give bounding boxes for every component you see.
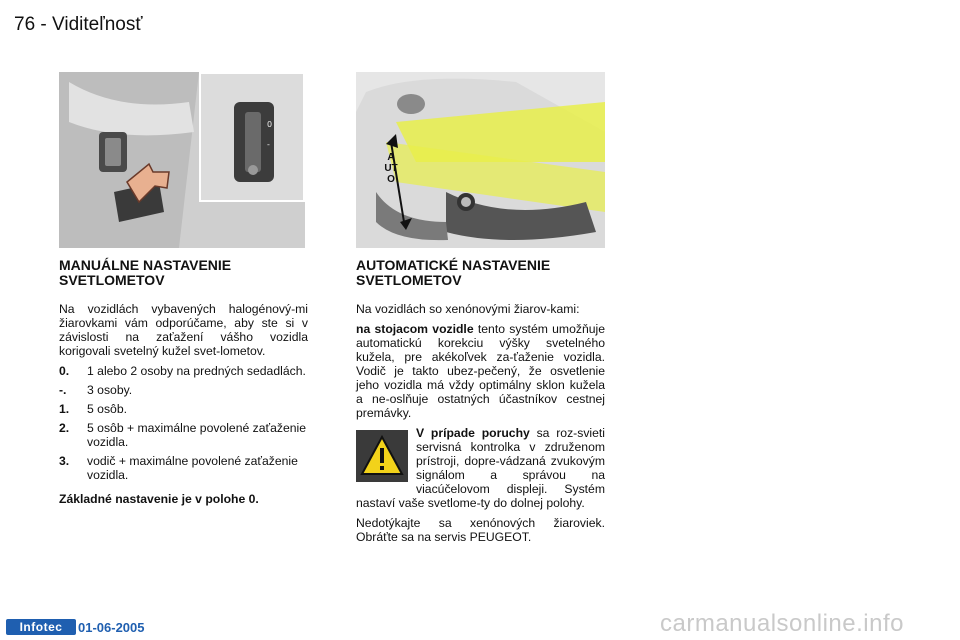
fault-text: sa roz-svieti servisná kontrolka v združenom prístroji, dopre-vádzaná zvukovým signálom a správou na viacúčelovom displeji. Systém nastaví vaše svetlome-ty do dolnej polohy. bbox=[356, 426, 605, 510]
list-item bbox=[59, 383, 308, 397]
list-item bbox=[59, 402, 308, 416]
heading-line: SVETLOMETOV bbox=[59, 272, 165, 288]
closing-paragraph: Nedotýkajte sa xenónových žiaroviek. Obráťte sa na servis PEUGEOT. bbox=[356, 516, 605, 544]
standstill-text: tento systém umožňuje automatickú korekciu výšky svetelného kužela, pre akékoľvek za-ťaženie vozidla. Vodič je takto ubez-pečený, že osvetlenie jeho vozidla má vždy optimálny sklon kužela a ne-oslňuje ostatných účastníkov cestnej premávky. bbox=[356, 322, 605, 420]
automatic-adjustment-section bbox=[356, 258, 605, 550]
warning-triangle-icon bbox=[356, 430, 408, 482]
list-text: vodič + maximálne povolené zaťaženie vozidla. bbox=[87, 454, 298, 482]
svg-text:-: - bbox=[267, 140, 270, 149]
svg-text:0: 0 bbox=[267, 120, 273, 129]
list-key: -. bbox=[59, 383, 67, 397]
list-key: 3. bbox=[59, 454, 70, 468]
publication-date: 01-06-2005 bbox=[78, 620, 145, 635]
list-key: 2. bbox=[59, 421, 70, 435]
list-text: 1 alebo 2 osoby na predných sedadlách. bbox=[87, 364, 306, 378]
heading-line: MANUÁLNE NASTAVENIE bbox=[59, 257, 232, 273]
list-item bbox=[59, 421, 308, 449]
list-key: 1. bbox=[59, 402, 70, 416]
standstill-bold: na stojacom vozidle bbox=[356, 322, 474, 336]
list-text: 3 osoby. bbox=[87, 383, 133, 397]
list-text: 5 osôb + maximálne povolené zaťaženie vozidla. bbox=[87, 421, 307, 449]
heading-line: AUTOMATICKÉ NASTAVENIE bbox=[356, 257, 551, 273]
infotec-logo: Infotec bbox=[6, 619, 76, 635]
standstill-paragraph bbox=[356, 322, 605, 420]
fault-warning-block bbox=[356, 426, 605, 510]
watermark: carmanualsonline.info bbox=[660, 610, 904, 637]
automatic-adjustment-heading bbox=[356, 258, 605, 288]
automatic-intro: Na vozidlách so xenónovými žiarov-kami: bbox=[356, 302, 580, 316]
position-list bbox=[59, 364, 308, 482]
heading-line: SVETLOMETOV bbox=[356, 272, 462, 288]
manual-intro: Na vozidlách vybavených halogénový-mi žiarovkami vám odporúčame, aby ste si v závislosti na zaťažení vášho vozidla korigovali svetelný kužel svet-lometov. bbox=[59, 302, 308, 358]
list-text: 5 osôb. bbox=[87, 402, 127, 416]
fault-bold: V prípade poruchy bbox=[416, 426, 530, 440]
auto-label: AUTO bbox=[384, 152, 398, 185]
headlamp-knob-illustration bbox=[59, 72, 305, 248]
list-item bbox=[59, 364, 308, 378]
manual-adjustment-heading bbox=[59, 258, 308, 288]
list-item bbox=[59, 454, 308, 482]
page-title: 76 - Viditeľnosť bbox=[14, 14, 143, 35]
list-key: 0. bbox=[59, 364, 70, 378]
default-position-note: Základné nastavenie je v polohe 0. bbox=[59, 492, 259, 506]
car-headlight-beam-illustration bbox=[356, 72, 605, 248]
manual-adjustment-section bbox=[59, 258, 308, 506]
